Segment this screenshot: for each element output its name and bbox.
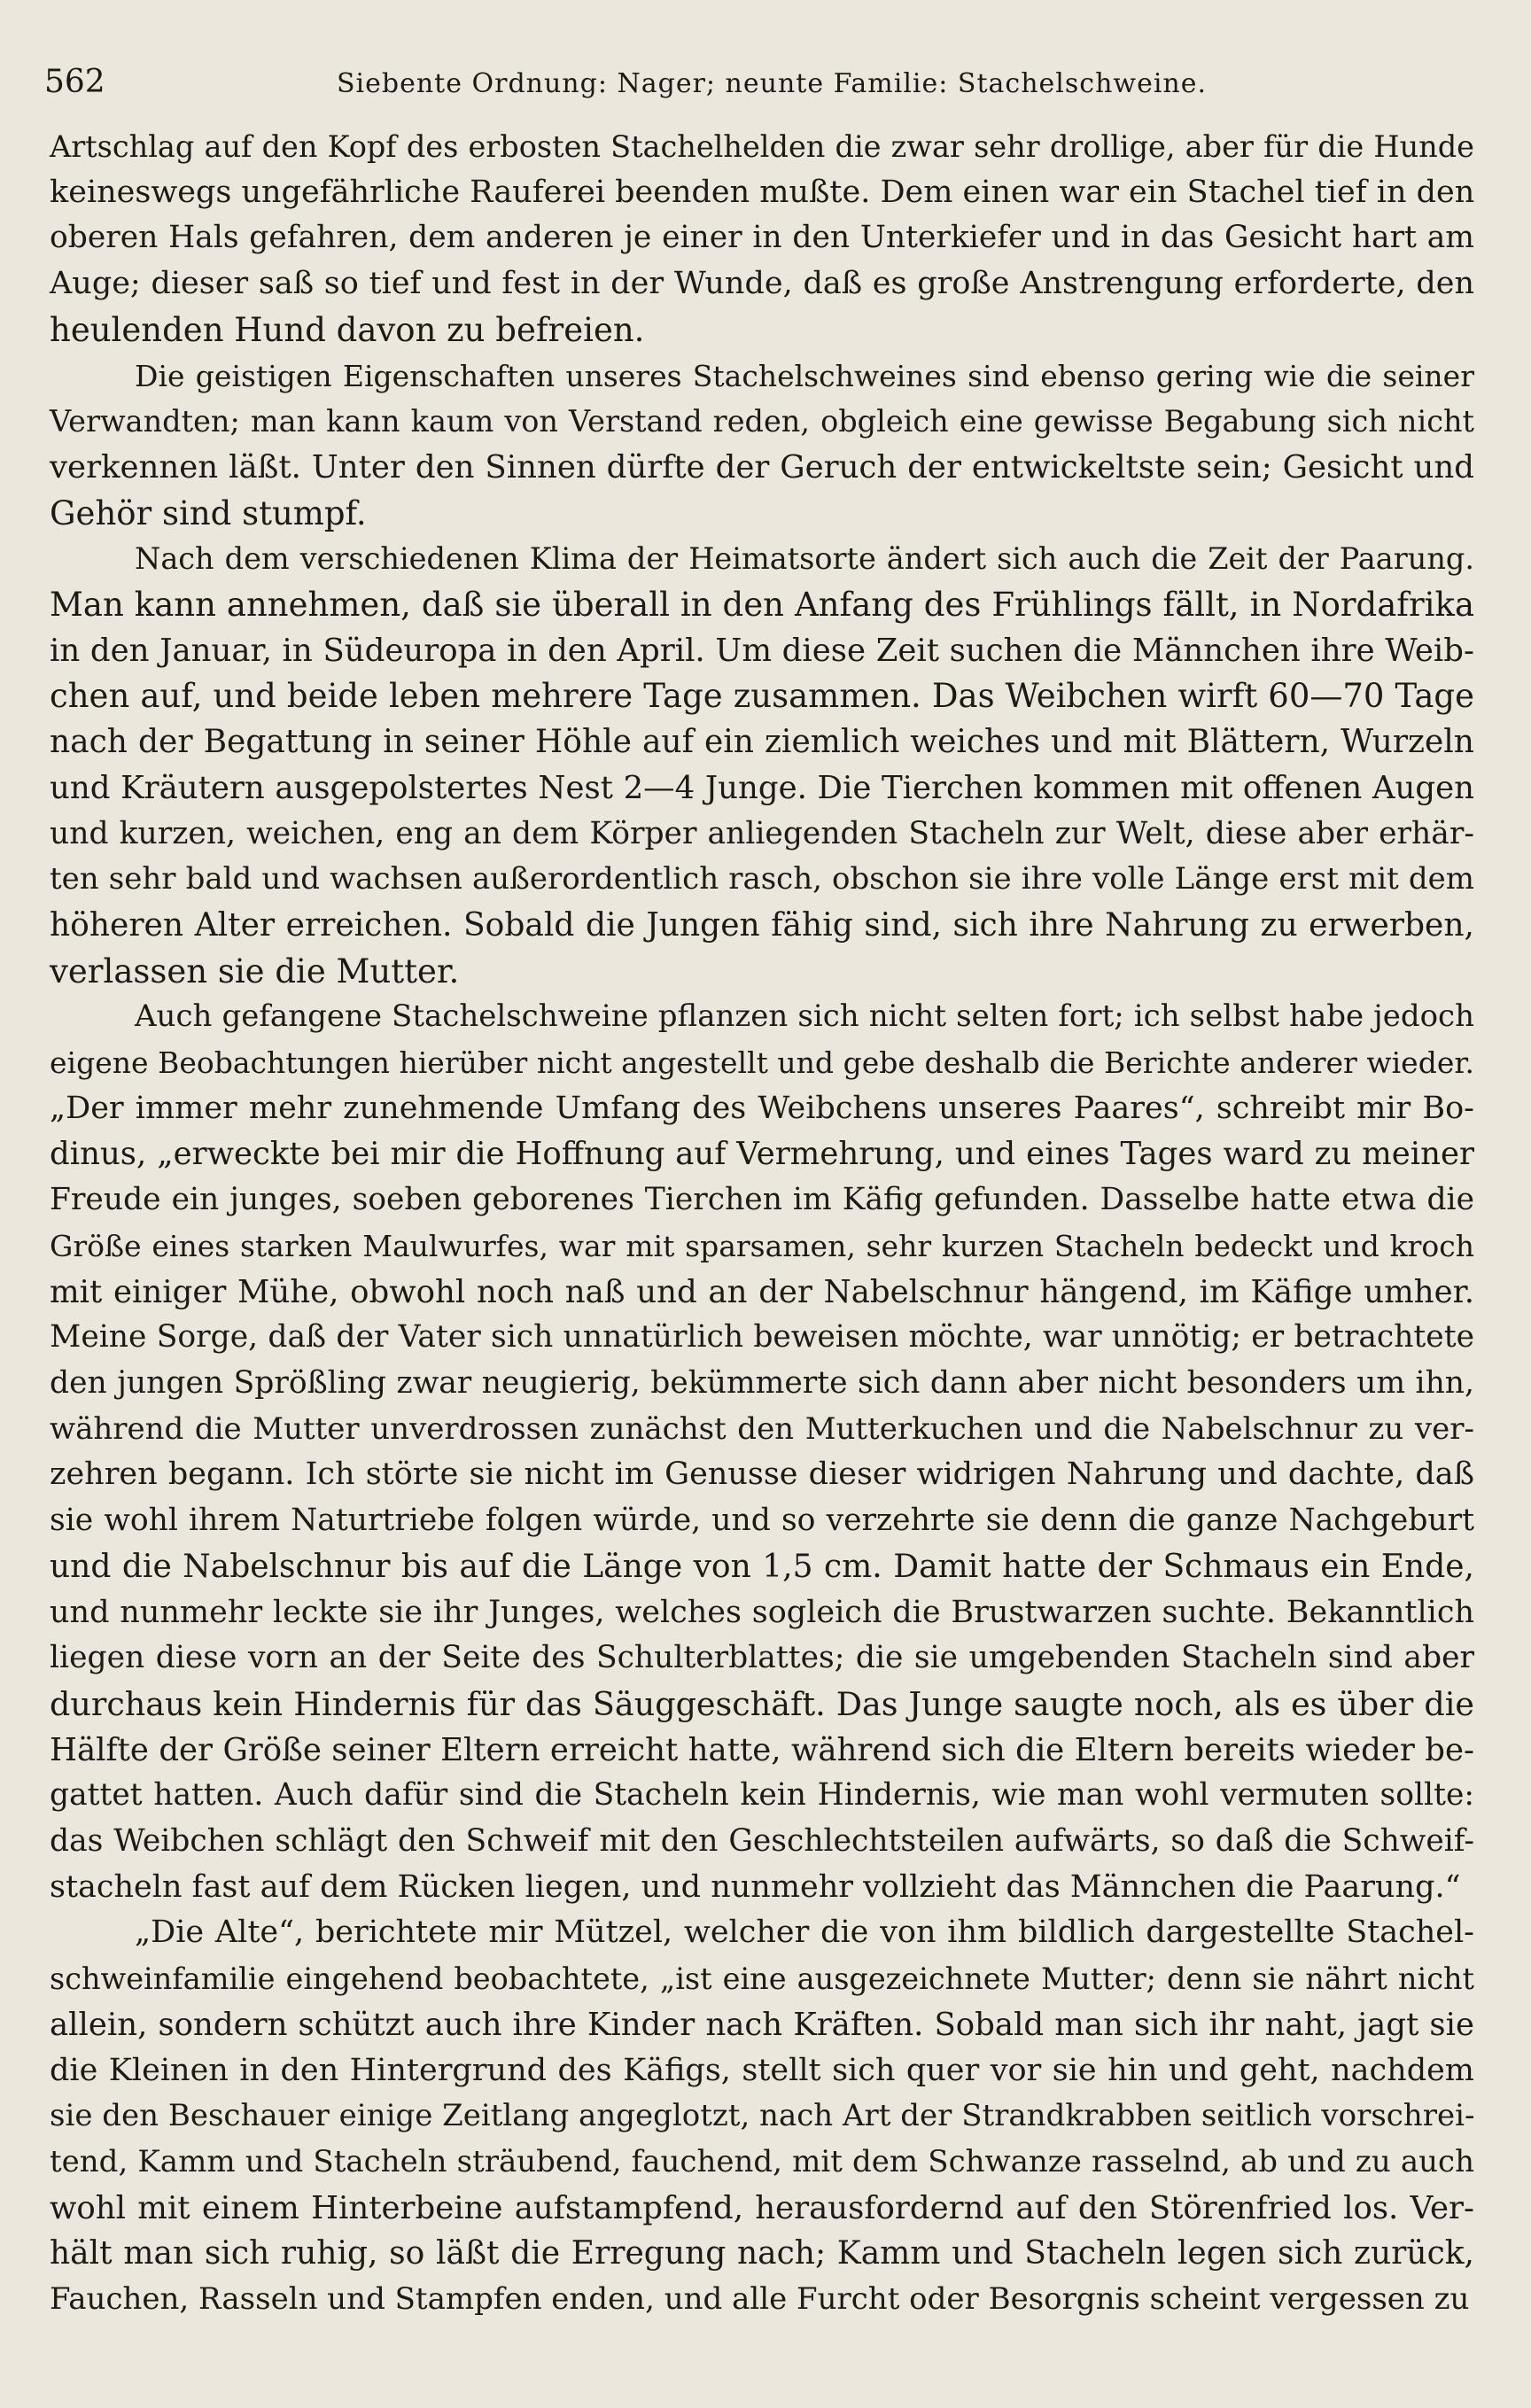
text-line: in den Januar, in Südeuropa in den April. Um diese Zeit suchen die Männchen ihre Weib- — [50, 632, 1474, 669]
text-line: liegen diese vorn an der Seite des Schulterblattes; die sie umgebenden Stacheln sind aber — [50, 1640, 1474, 1676]
paragraph — [50, 536, 1474, 994]
body-text — [50, 124, 1474, 2323]
text-line: höheren Alter erreichen. Sobald die Jungen fähig sind, sich ihre Nahrung zu erwerben, — [50, 906, 1474, 944]
text-line: allein, sondern schützt auch ihre Kinder nach Kräften. Sobald man sich ihr naht, jagt sie — [50, 2006, 1474, 2043]
text-line: und kurzen, weichen, eng an dem Körper anliegenden Stacheln zur Welt, diese aber erhär- — [50, 815, 1474, 851]
text-line: keineswegs ungefährliche Rauferei beenden mußte. Dem einen war ein Stachel tief in den — [50, 174, 1475, 210]
text-line: Meine Sorge, daß der Vater sich unnatürlich beweisen möchte, war unnötig; er betrachtete — [50, 1319, 1474, 1355]
text-line: nach der Begattung in seiner Höhle auf ein ziemlich weiches und mit Blättern, Wurzeln — [50, 724, 1474, 761]
text-line: oberen Hals gefahren, dem anderen je einer in den Unterkiefer und in das Gesicht hart am — [50, 220, 1474, 256]
text-line: verlassen sie die Mutter. — [50, 952, 460, 990]
text-line: Nach dem verschiedenen Klima der Heimatsorte ändert sich auch die Zeit der Paarung. — [135, 541, 1474, 577]
text-line: Auge; dieser saß so tief und fest in der Wunde, daß es große Anstrengung erforderte, den — [50, 266, 1474, 302]
text-line: Gehör sind stumpf. — [50, 493, 367, 532]
text-line: tend, Kamm und Stacheln sträubend, fauchend, mit dem Schwanze rasselnd, ab und zu auch — [50, 2143, 1474, 2179]
text-line: das Weibchen schlägt den Schweif mit den Geschlechtsteilen aufwärts, so daß die Schweif- — [50, 1823, 1474, 1860]
text-line: stacheln fast auf dem Rücken liegen, und nunmehr vollzieht das Männchen die Paarung.“ — [50, 1868, 1461, 1905]
text-line: und Kräutern ausgepolstertes Nest 2—4 Junge. Die Tierchen kommen mit offenen Augen — [50, 769, 1474, 806]
text-line: Verwandten; man kann kaum von Verstand reden, obgleich eine gewisse Begabung sich nicht — [50, 404, 1474, 439]
page-number: 562 — [44, 64, 105, 100]
text-line: hält man sich ruhig, so läßt die Erregung nach; Kamm und Stacheln legen sich zurück, — [50, 2235, 1474, 2272]
paragraph — [50, 1910, 1474, 2322]
text-line: Hälfte der Größe seiner Eltern erreicht hatte, während sich die Eltern bereits wieder be- — [50, 1731, 1474, 1768]
paragraph — [50, 994, 1474, 1910]
text-line: mit einiger Mühe, obwohl noch naß und an der Nabelschnur hängend, im Käfige umher. — [50, 1273, 1474, 1310]
paragraph — [50, 353, 1474, 537]
text-line: gattet hatten. Auch dafür sind die Stacheln kein Hindernis, wie man wohl vermuten sollte: — [50, 1777, 1474, 1814]
text-line: Fauchen, Rasseln und Stampfen enden, und alle Furcht oder Besorgnis scheint vergessen zu — [50, 2281, 1470, 2318]
text-line: während die Mutter unverdrossen zunächst den Mutterkuchen und die Nabelschnur zu ver- — [50, 1410, 1474, 1447]
text-line: „Die Alte“, berichtete mir Mützel, welcher die von ihm bildlich dargestellte Stachel- — [135, 1915, 1474, 1951]
text-line: wohl mit einem Hinterbeine aufstampfend, herausfordernd auf den Störenfried los. Ver- — [50, 2189, 1474, 2226]
text-line: heulenden Hund davon zu befreien. — [50, 310, 645, 349]
page-header — [44, 64, 1469, 108]
text-line: „Der immer mehr zunehmende Umfang des Weibchens unseres Paares“, schreibt mir Bo- — [50, 1090, 1474, 1126]
text-line: Man kann annehmen, daß sie überall in den Anfang des Frühlings fällt, in Nordafrika — [50, 586, 1474, 625]
text-line: Größe eines starken Maulwurfes, war mit sparsamen, sehr kurzen Stacheln bedeckt und kroch — [50, 1228, 1474, 1263]
text-line: Artschlag auf den Kopf des erbosten Stachelhelden die zwar sehr drollige, aber für die Hunde — [50, 129, 1474, 164]
text-line: verkennen läßt. Unter den Sinnen dürfte der Geruch der entwickeltste sein; Gesicht und — [50, 448, 1474, 485]
text-line: ten sehr bald und wachsen außerordentlich rasch, obschon sie ihre volle Länge erst mit dem — [50, 861, 1474, 897]
text-line: durchaus kein Hindernis für das Säuggeschäft. Das Junge saugte noch, als es über die — [50, 1684, 1474, 1723]
text-line: und die Nabelschnur bis auf die Länge von 1,5 cm. Damit hatte der Schmaus ein Ende, — [50, 1548, 1474, 1585]
text-line: eigene Beobachtungen hierüber nicht angestellt und gebe deshalb die Berichte anderer wieder. — [50, 1045, 1474, 1081]
text-line: Freude ein junges, soeben geborenes Tierchen im Käfig gefunden. Dasselbe hatte etwa die — [50, 1182, 1474, 1218]
paragraph — [50, 124, 1474, 353]
text-line: zehren begann. Ich störte sie nicht im Genusse dieser widrigen Nahrung und dachte, daß — [50, 1456, 1474, 1493]
text-line: sie wohl ihrem Naturtriebe folgen würde, und so verzehrte sie denn die ganze Nachgeburt — [50, 1503, 1474, 1539]
text-line: sie den Beschauer einige Zeitlang angeglotzt, nach Art der Strandkrabben seitlich vorschrei- — [50, 2098, 1475, 2134]
text-line: und nunmehr leckte sie ihr Junges, welches sogleich die Brustwarzen suchte. Bekanntlich — [50, 1594, 1474, 1630]
text-line: die Kleinen in den Hintergrund des Käfigs, stellt sich quer vor sie hin und geht, nachdem — [50, 2052, 1474, 2088]
text-line: Auch gefangene Stachelschweine pflanzen sich nicht selten fort; ich selbst habe jedoch — [135, 998, 1474, 1035]
text-line: schweinfamilie eingehend beobachtete, „ist eine ausgezeichnete Mutter; denn sie nährt nicht — [50, 1961, 1474, 1997]
text-line: den jungen Sprößling zwar neugierig, bekümmerte sich dann aber nicht besonders um ihn, — [50, 1364, 1474, 1401]
text-line: dinus, „erweckte bei mir die Hoffnung auf Vermehrung, und eines Tages ward zu meiner — [50, 1136, 1474, 1173]
text-line: Die geistigen Eigenschaften unseres Stachelschweines sind ebenso gering wie die seiner — [135, 358, 1474, 393]
text-line: chen auf, und beide leben mehrere Tage zusammen. Das Weibchen wirft 60—70 Tage — [50, 677, 1474, 716]
running-head: Siebente Ordnung: Nager; neunte Familie: Stachelschweine. — [337, 68, 1208, 99]
